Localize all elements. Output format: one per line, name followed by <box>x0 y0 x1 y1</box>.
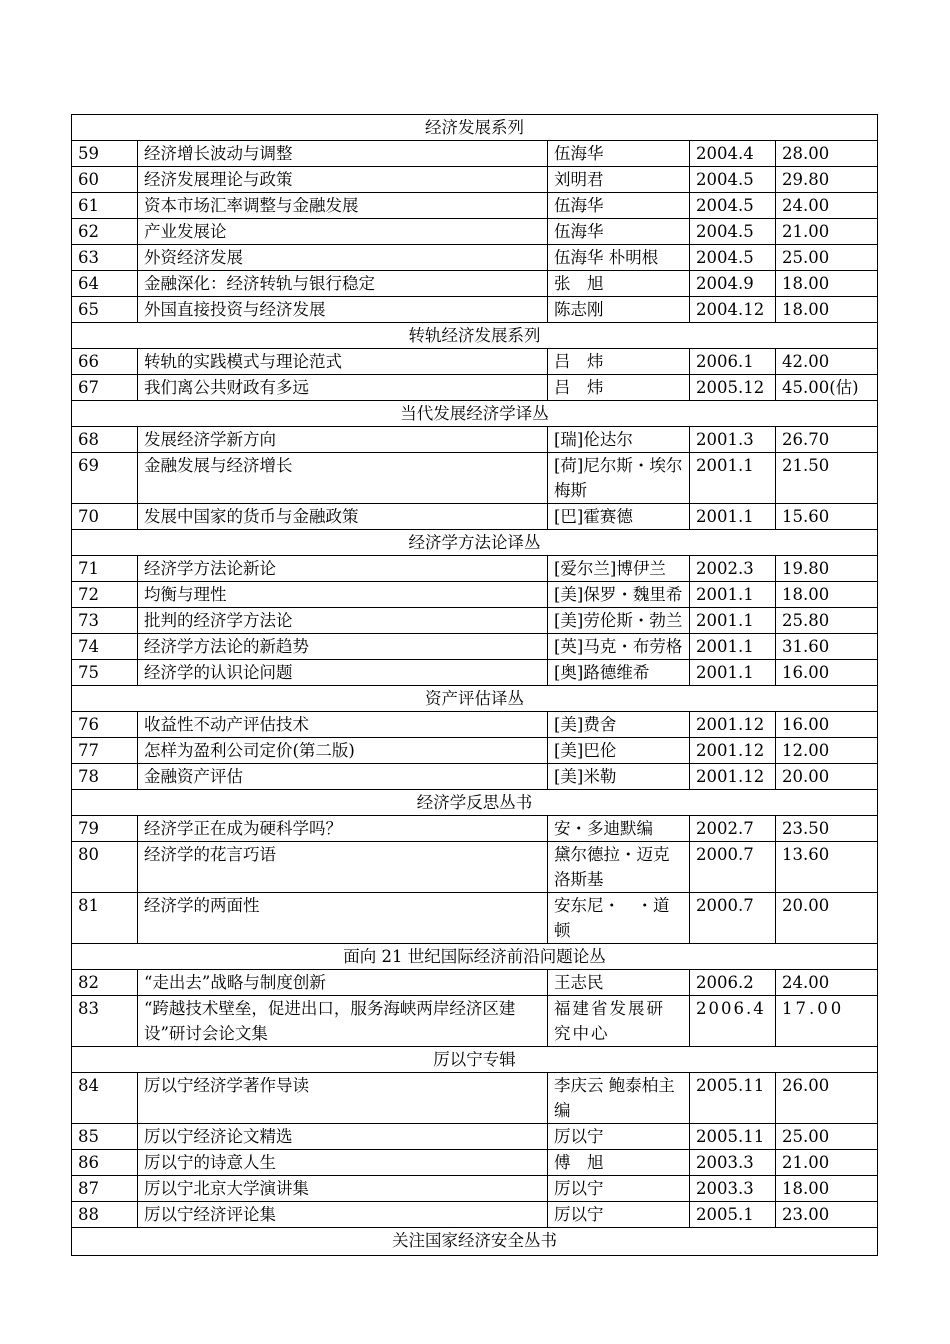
table-row <box>72 816 878 842</box>
book-title: 厉以宁的诗意人生 <box>138 1150 548 1176</box>
book-author: 厉以宁 <box>548 1176 690 1202</box>
book-price: 13.60 <box>776 842 878 893</box>
publish-date: 2001.1 <box>690 634 776 660</box>
book-price: 45.00(估) <box>776 375 878 401</box>
publish-date: 2006.4 <box>690 996 776 1047</box>
book-number: 71 <box>72 556 138 582</box>
book-title: 金融资产评估 <box>138 764 548 790</box>
publish-date: 2001.12 <box>690 738 776 764</box>
publish-date: 2001.1 <box>690 504 776 530</box>
publish-date: 2005.11 <box>690 1124 776 1150</box>
table-row <box>72 996 878 1047</box>
publish-date: 2001.1 <box>690 660 776 686</box>
book-title: 经济学正在成为硬科学吗？ <box>138 816 548 842</box>
book-price: 25.80 <box>776 608 878 634</box>
publish-date: 2001.12 <box>690 712 776 738</box>
publish-date: 2001.3 <box>690 427 776 453</box>
publish-date: 2005.11 <box>690 1073 776 1124</box>
book-title: 厉以宁北京大学演讲集 <box>138 1176 548 1202</box>
section-title: 经济发展系列 <box>72 115 878 141</box>
book-price: 16.00 <box>776 712 878 738</box>
book-title: 转轨的实践模式与理论范式 <box>138 349 548 375</box>
book-title: 经济学的认识论问题 <box>138 660 548 686</box>
book-title: 厉以宁经济评论集 <box>138 1202 548 1228</box>
book-price: 20.00 <box>776 893 878 944</box>
book-author: 张 旭 <box>548 271 690 297</box>
book-number: 73 <box>72 608 138 634</box>
table-row <box>72 219 878 245</box>
book-title: 经济发展理论与政策 <box>138 167 548 193</box>
publish-date: 2004.5 <box>690 167 776 193</box>
book-number: 69 <box>72 453 138 504</box>
book-number: 76 <box>72 712 138 738</box>
book-title: 外资经济发展 <box>138 245 548 271</box>
book-number: 88 <box>72 1202 138 1228</box>
publish-date: 2005.1 <box>690 1202 776 1228</box>
table-row <box>72 893 878 944</box>
book-number: 66 <box>72 349 138 375</box>
book-author: [爱尔兰]博伊兰 <box>548 556 690 582</box>
book-author: 王志民 <box>548 970 690 996</box>
book-author: 伍海华 <box>548 219 690 245</box>
section-title: 转轨经济发展系列 <box>72 323 878 349</box>
book-author: 吕 炜 <box>548 349 690 375</box>
book-author: 黛尔德拉・迈克洛斯基 <box>548 842 690 893</box>
table-row <box>72 1202 878 1228</box>
section-title: 经济学反思丛书 <box>72 790 878 816</box>
book-author: [英]马克・布劳格 <box>548 634 690 660</box>
book-author: [巴]霍赛德 <box>548 504 690 530</box>
section-header-row <box>72 686 878 712</box>
book-title: 均衡与理性 <box>138 582 548 608</box>
book-number: 68 <box>72 427 138 453</box>
publish-date: 2005.12 <box>690 375 776 401</box>
book-author: [美]米勒 <box>548 764 690 790</box>
section-title: 经济学方法论译丛 <box>72 530 878 556</box>
table-row <box>72 712 878 738</box>
section-title: 资产评估译丛 <box>72 686 878 712</box>
table-row <box>72 1150 878 1176</box>
book-title: 外国直接投资与经济发展 <box>138 297 548 323</box>
publish-date: 2004.4 <box>690 141 776 167</box>
book-price: 25.00 <box>776 245 878 271</box>
table-row <box>72 738 878 764</box>
book-number: 72 <box>72 582 138 608</box>
book-price: 24.00 <box>776 193 878 219</box>
book-price: 26.70 <box>776 427 878 453</box>
book-price: 31.60 <box>776 634 878 660</box>
publish-date: 2000.7 <box>690 842 776 893</box>
book-price: 17.00 <box>776 996 878 1047</box>
book-author: [美]保罗・魏里希 <box>548 582 690 608</box>
book-number: 62 <box>72 219 138 245</box>
book-title: 收益性不动产评估技术 <box>138 712 548 738</box>
book-catalog-table <box>71 114 878 1256</box>
book-number: 87 <box>72 1176 138 1202</box>
book-author: 伍海华 朴明根 <box>548 245 690 271</box>
book-title: 厉以宁经济论文精选 <box>138 1124 548 1150</box>
publish-date: 2004.5 <box>690 193 776 219</box>
book-price: 20.00 <box>776 764 878 790</box>
table-row <box>72 1073 878 1124</box>
book-author: 傅 旭 <box>548 1150 690 1176</box>
book-title: 怎样为盈利公司定价(第二版) <box>138 738 548 764</box>
section-title: 关注国家经济安全丛书 <box>72 1228 878 1256</box>
publish-date: 2002.3 <box>690 556 776 582</box>
table-row <box>72 375 878 401</box>
publish-date: 2002.7 <box>690 816 776 842</box>
book-number: 83 <box>72 996 138 1047</box>
book-title: 批判的经济学方法论 <box>138 608 548 634</box>
publish-date: 2001.1 <box>690 453 776 504</box>
book-number: 77 <box>72 738 138 764</box>
table-row <box>72 660 878 686</box>
book-number: 65 <box>72 297 138 323</box>
book-number: 79 <box>72 816 138 842</box>
table-row <box>72 141 878 167</box>
book-author: 陈志刚 <box>548 297 690 323</box>
book-title: 厉以宁经济学著作导读 <box>138 1073 548 1124</box>
table-row <box>72 842 878 893</box>
section-header-row <box>72 323 878 349</box>
book-number: 78 <box>72 764 138 790</box>
book-price: 29.80 <box>776 167 878 193</box>
section-header-row <box>72 530 878 556</box>
section-header-row <box>72 401 878 427</box>
table-row <box>72 764 878 790</box>
book-number: 81 <box>72 893 138 944</box>
table-row <box>72 193 878 219</box>
book-price: 28.00 <box>776 141 878 167</box>
book-number: 60 <box>72 167 138 193</box>
table-row <box>72 349 878 375</box>
table-row <box>72 297 878 323</box>
book-number: 59 <box>72 141 138 167</box>
book-title: 发展中国家的货币与金融政策 <box>138 504 548 530</box>
book-title: 发展经济学新方向 <box>138 427 548 453</box>
book-author: 伍海华 <box>548 193 690 219</box>
book-price: 18.00 <box>776 1176 878 1202</box>
book-number: 74 <box>72 634 138 660</box>
book-title: “跨越技术壁垒，促进出口，服务海峡两岸经济区建设”研讨会论文集 <box>138 996 548 1047</box>
catalog-body <box>72 115 878 1256</box>
book-price: 21.00 <box>776 219 878 245</box>
section-header-row <box>72 790 878 816</box>
book-price: 23.00 <box>776 1202 878 1228</box>
publish-date: 2001.1 <box>690 608 776 634</box>
publish-date: 2003.3 <box>690 1150 776 1176</box>
table-row <box>72 245 878 271</box>
book-number: 63 <box>72 245 138 271</box>
book-title: 产业发展论 <box>138 219 548 245</box>
book-price: 18.00 <box>776 271 878 297</box>
section-header-row <box>72 1047 878 1073</box>
table-row <box>72 453 878 504</box>
book-price: 23.50 <box>776 816 878 842</box>
book-title: 金融发展与经济增长 <box>138 453 548 504</box>
book-author: [奥]路德维希 <box>548 660 690 686</box>
book-author: 福建省发展研究中心 <box>548 996 690 1047</box>
section-header-row <box>72 944 878 970</box>
publish-date: 2001.12 <box>690 764 776 790</box>
publish-date: 2004.12 <box>690 297 776 323</box>
book-title: 金融深化：经济转轨与银行稳定 <box>138 271 548 297</box>
book-number: 82 <box>72 970 138 996</box>
book-price: 19.80 <box>776 556 878 582</box>
book-title: 经济学的花言巧语 <box>138 842 548 893</box>
table-row <box>72 608 878 634</box>
book-price: 42.00 <box>776 349 878 375</box>
book-number: 84 <box>72 1073 138 1124</box>
table-row <box>72 427 878 453</box>
publish-date: 2006.2 <box>690 970 776 996</box>
book-title: 资本市场汇率调整与金融发展 <box>138 193 548 219</box>
book-author: [荷]尼尔斯・埃尔梅斯 <box>548 453 690 504</box>
section-title: 当代发展经济学译丛 <box>72 401 878 427</box>
table-row <box>72 556 878 582</box>
table-row <box>72 1176 878 1202</box>
book-author: 吕 炜 <box>548 375 690 401</box>
book-author: 伍海华 <box>548 141 690 167</box>
book-price: 24.00 <box>776 970 878 996</box>
book-price: 21.00 <box>776 1150 878 1176</box>
publish-date: 2004.5 <box>690 245 776 271</box>
section-header-row <box>72 1228 878 1256</box>
book-title: “走出去”战略与制度创新 <box>138 970 548 996</box>
book-title: 经济学方法论新论 <box>138 556 548 582</box>
book-price: 21.50 <box>776 453 878 504</box>
book-price: 25.00 <box>776 1124 878 1150</box>
book-title: 经济学的两面性 <box>138 893 548 944</box>
book-number: 75 <box>72 660 138 686</box>
publish-date: 2004.5 <box>690 219 776 245</box>
book-title: 经济增长波动与调整 <box>138 141 548 167</box>
book-number: 86 <box>72 1150 138 1176</box>
book-price: 18.00 <box>776 297 878 323</box>
table-row <box>72 1124 878 1150</box>
book-price: 15.60 <box>776 504 878 530</box>
book-number: 61 <box>72 193 138 219</box>
book-number: 80 <box>72 842 138 893</box>
publish-date: 2000.7 <box>690 893 776 944</box>
book-author: 安东尼・ ・道顿 <box>548 893 690 944</box>
book-author: 厉以宁 <box>548 1202 690 1228</box>
book-author: [美]巴伦 <box>548 738 690 764</box>
table-row <box>72 970 878 996</box>
book-number: 85 <box>72 1124 138 1150</box>
section-header-row <box>72 115 878 141</box>
book-price: 12.00 <box>776 738 878 764</box>
publish-date: 2003.3 <box>690 1176 776 1202</box>
section-title: 厉以宁专辑 <box>72 1047 878 1073</box>
book-author: 安・多迪默编 <box>548 816 690 842</box>
book-title: 经济学方法论的新趋势 <box>138 634 548 660</box>
book-title: 我们离公共财政有多远 <box>138 375 548 401</box>
book-number: 70 <box>72 504 138 530</box>
publish-date: 2004.9 <box>690 271 776 297</box>
book-author: [美]费舍 <box>548 712 690 738</box>
table-row <box>72 582 878 608</box>
book-number: 64 <box>72 271 138 297</box>
table-row <box>72 167 878 193</box>
publish-date: 2006.1 <box>690 349 776 375</box>
book-author: [瑞]伦达尔 <box>548 427 690 453</box>
table-row <box>72 634 878 660</box>
book-author: 李庆云 鲍泰柏主编 <box>548 1073 690 1124</box>
section-title: 面向 21 世纪国际经济前沿问题论丛 <box>72 944 878 970</box>
book-price: 16.00 <box>776 660 878 686</box>
book-author: 厉以宁 <box>548 1124 690 1150</box>
table-row <box>72 271 878 297</box>
book-author: 刘明君 <box>548 167 690 193</box>
table-row <box>72 504 878 530</box>
book-price: 26.00 <box>776 1073 878 1124</box>
book-number: 67 <box>72 375 138 401</box>
book-author: [美]劳伦斯・勃兰 <box>548 608 690 634</box>
publish-date: 2001.1 <box>690 582 776 608</box>
book-price: 18.00 <box>776 582 878 608</box>
